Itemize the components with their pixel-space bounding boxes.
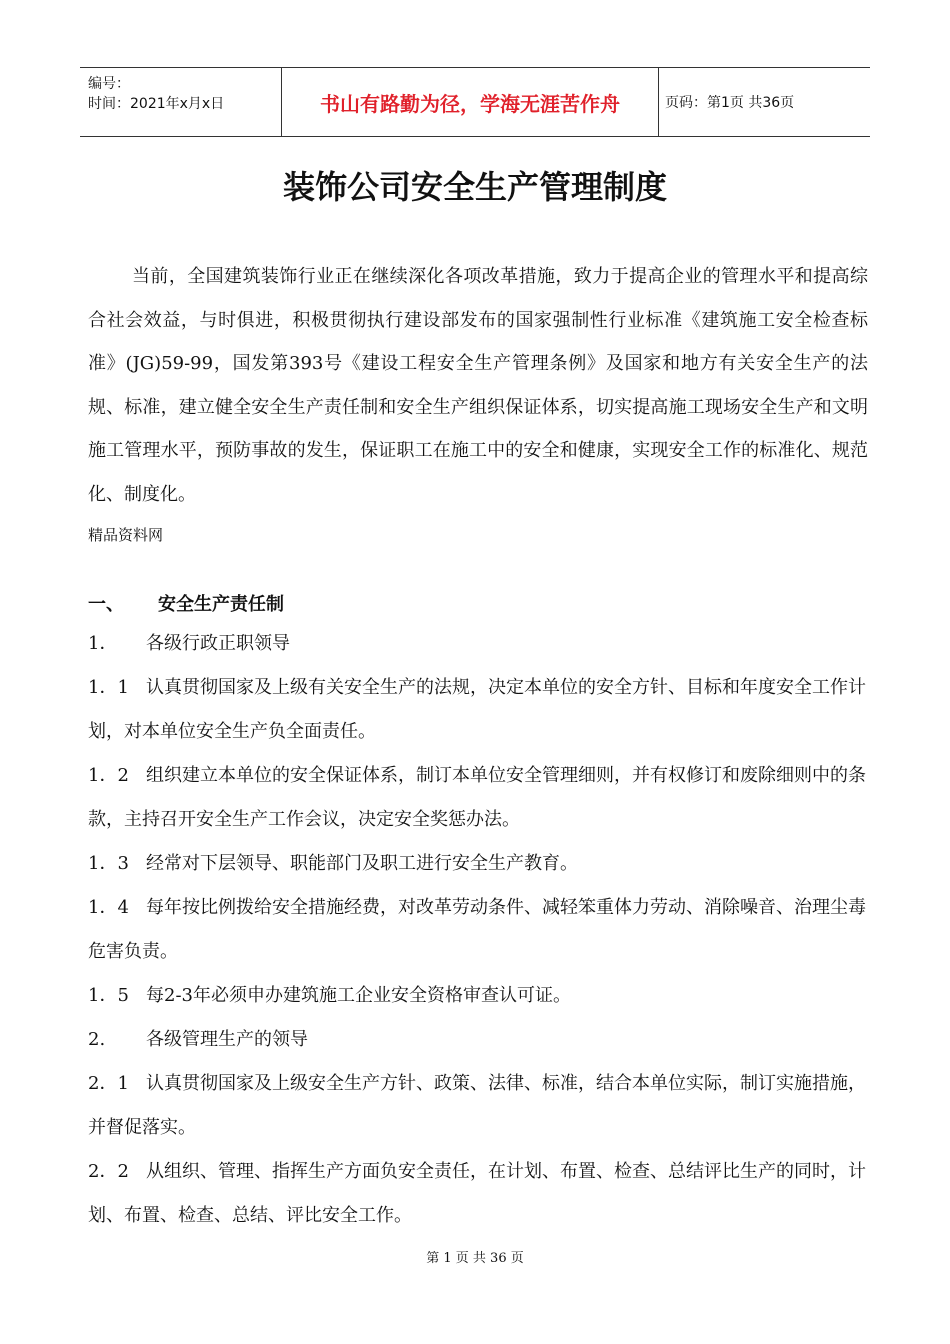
item-text: 认真贯彻国家及上级安全生产方针、政策、法律、标准，结合本单位实际，制订实施措施，并督促落实。 — [88, 1073, 866, 1138]
header-motto: 书山有路勤为径，学海无涯苦作舟 — [281, 68, 659, 136]
list-item — [88, 754, 868, 842]
list-item — [88, 1150, 868, 1238]
list-item — [88, 1018, 868, 1062]
item-number: 2．2 — [88, 1161, 129, 1182]
list-item — [88, 974, 868, 1018]
item-number: 1．4 — [88, 897, 129, 918]
item-text: 从组织、管理、指挥生产方面负安全责任，在计划、布置、检查、总结评比生产的同时，计划、布置、检查、总结、评比安全工作。 — [88, 1161, 866, 1226]
list-item — [88, 622, 868, 666]
item-text: 组织建立本单位的安全保证体系，制订本单位安全管理细则，并有权修订和废除细则中的条款，主持召开安全生产工作会议，决定安全奖惩办法。 — [88, 765, 866, 830]
section-title: 安全生产责任制 — [158, 594, 284, 615]
item-text: 各级管理生产的领导 — [146, 1029, 308, 1050]
number-label: 编号： — [88, 76, 130, 92]
document-header — [80, 67, 870, 137]
header-meta — [88, 74, 224, 114]
source-note: 精品资料网 — [88, 526, 164, 544]
section-number: 一、 — [88, 594, 124, 615]
list-item — [88, 666, 868, 754]
date-label: 时间：2021年x月x日 — [88, 96, 225, 112]
item-number: 1．2 — [88, 765, 129, 786]
item-number: 2．1 — [88, 1073, 129, 1094]
section-heading — [88, 590, 284, 616]
item-number: 2. — [88, 1029, 106, 1050]
intro-paragraph: 当前，全国建筑装饰行业正在继续深化各项改革措施，致力于提高企业的管理水平和提高综合社会效益，与时俱进，积极贯彻执行建设部发布的国家强制性行业标准《建筑施工安全检查标准》(JG)59-99，国发第393号《建设工程安全生产管理条例》及国家和地方有关安全生产的法规、标准，建立健全安全生产责任制和安全生产组织保证体系，切实提高施工现场安全生产和文明施工管理水平，预防事故的发生，保证职工在施工中的安全和健康，实现安全工作的标准化、规范化、制度化。 — [88, 266, 868, 505]
item-text: 每2-3年必须申办建筑施工企业安全资格审查认可证。 — [146, 985, 571, 1006]
item-number: 1．5 — [88, 985, 129, 1006]
list-item — [88, 886, 868, 974]
page-footer: 第 1 页 共 36 页 — [426, 1251, 524, 1266]
item-number: 1．1 — [88, 677, 129, 698]
list-item — [88, 1062, 868, 1150]
page-title: 装饰公司安全生产管理制度 — [282, 168, 667, 206]
header-page-info: 页码：第1页 共36页 — [665, 95, 795, 111]
item-text: 每年按比例拨给安全措施经费，对改革劳动条件、减轻笨重体力劳动、消除噪音、治理尘毒危害负责。 — [88, 897, 866, 962]
list-item — [88, 842, 868, 886]
item-number: 1．3 — [88, 853, 129, 874]
item-text: 经常对下层领导、职能部门及职工进行安全生产教育。 — [146, 853, 578, 874]
item-text: 各级行政正职领导 — [146, 633, 290, 654]
item-number: 1． — [88, 633, 118, 654]
item-text: 认真贯彻国家及上级有关安全生产的法规，决定本单位的安全方针、目标和年度安全工作计划，对本单位安全生产负全面责任。 — [88, 677, 866, 742]
